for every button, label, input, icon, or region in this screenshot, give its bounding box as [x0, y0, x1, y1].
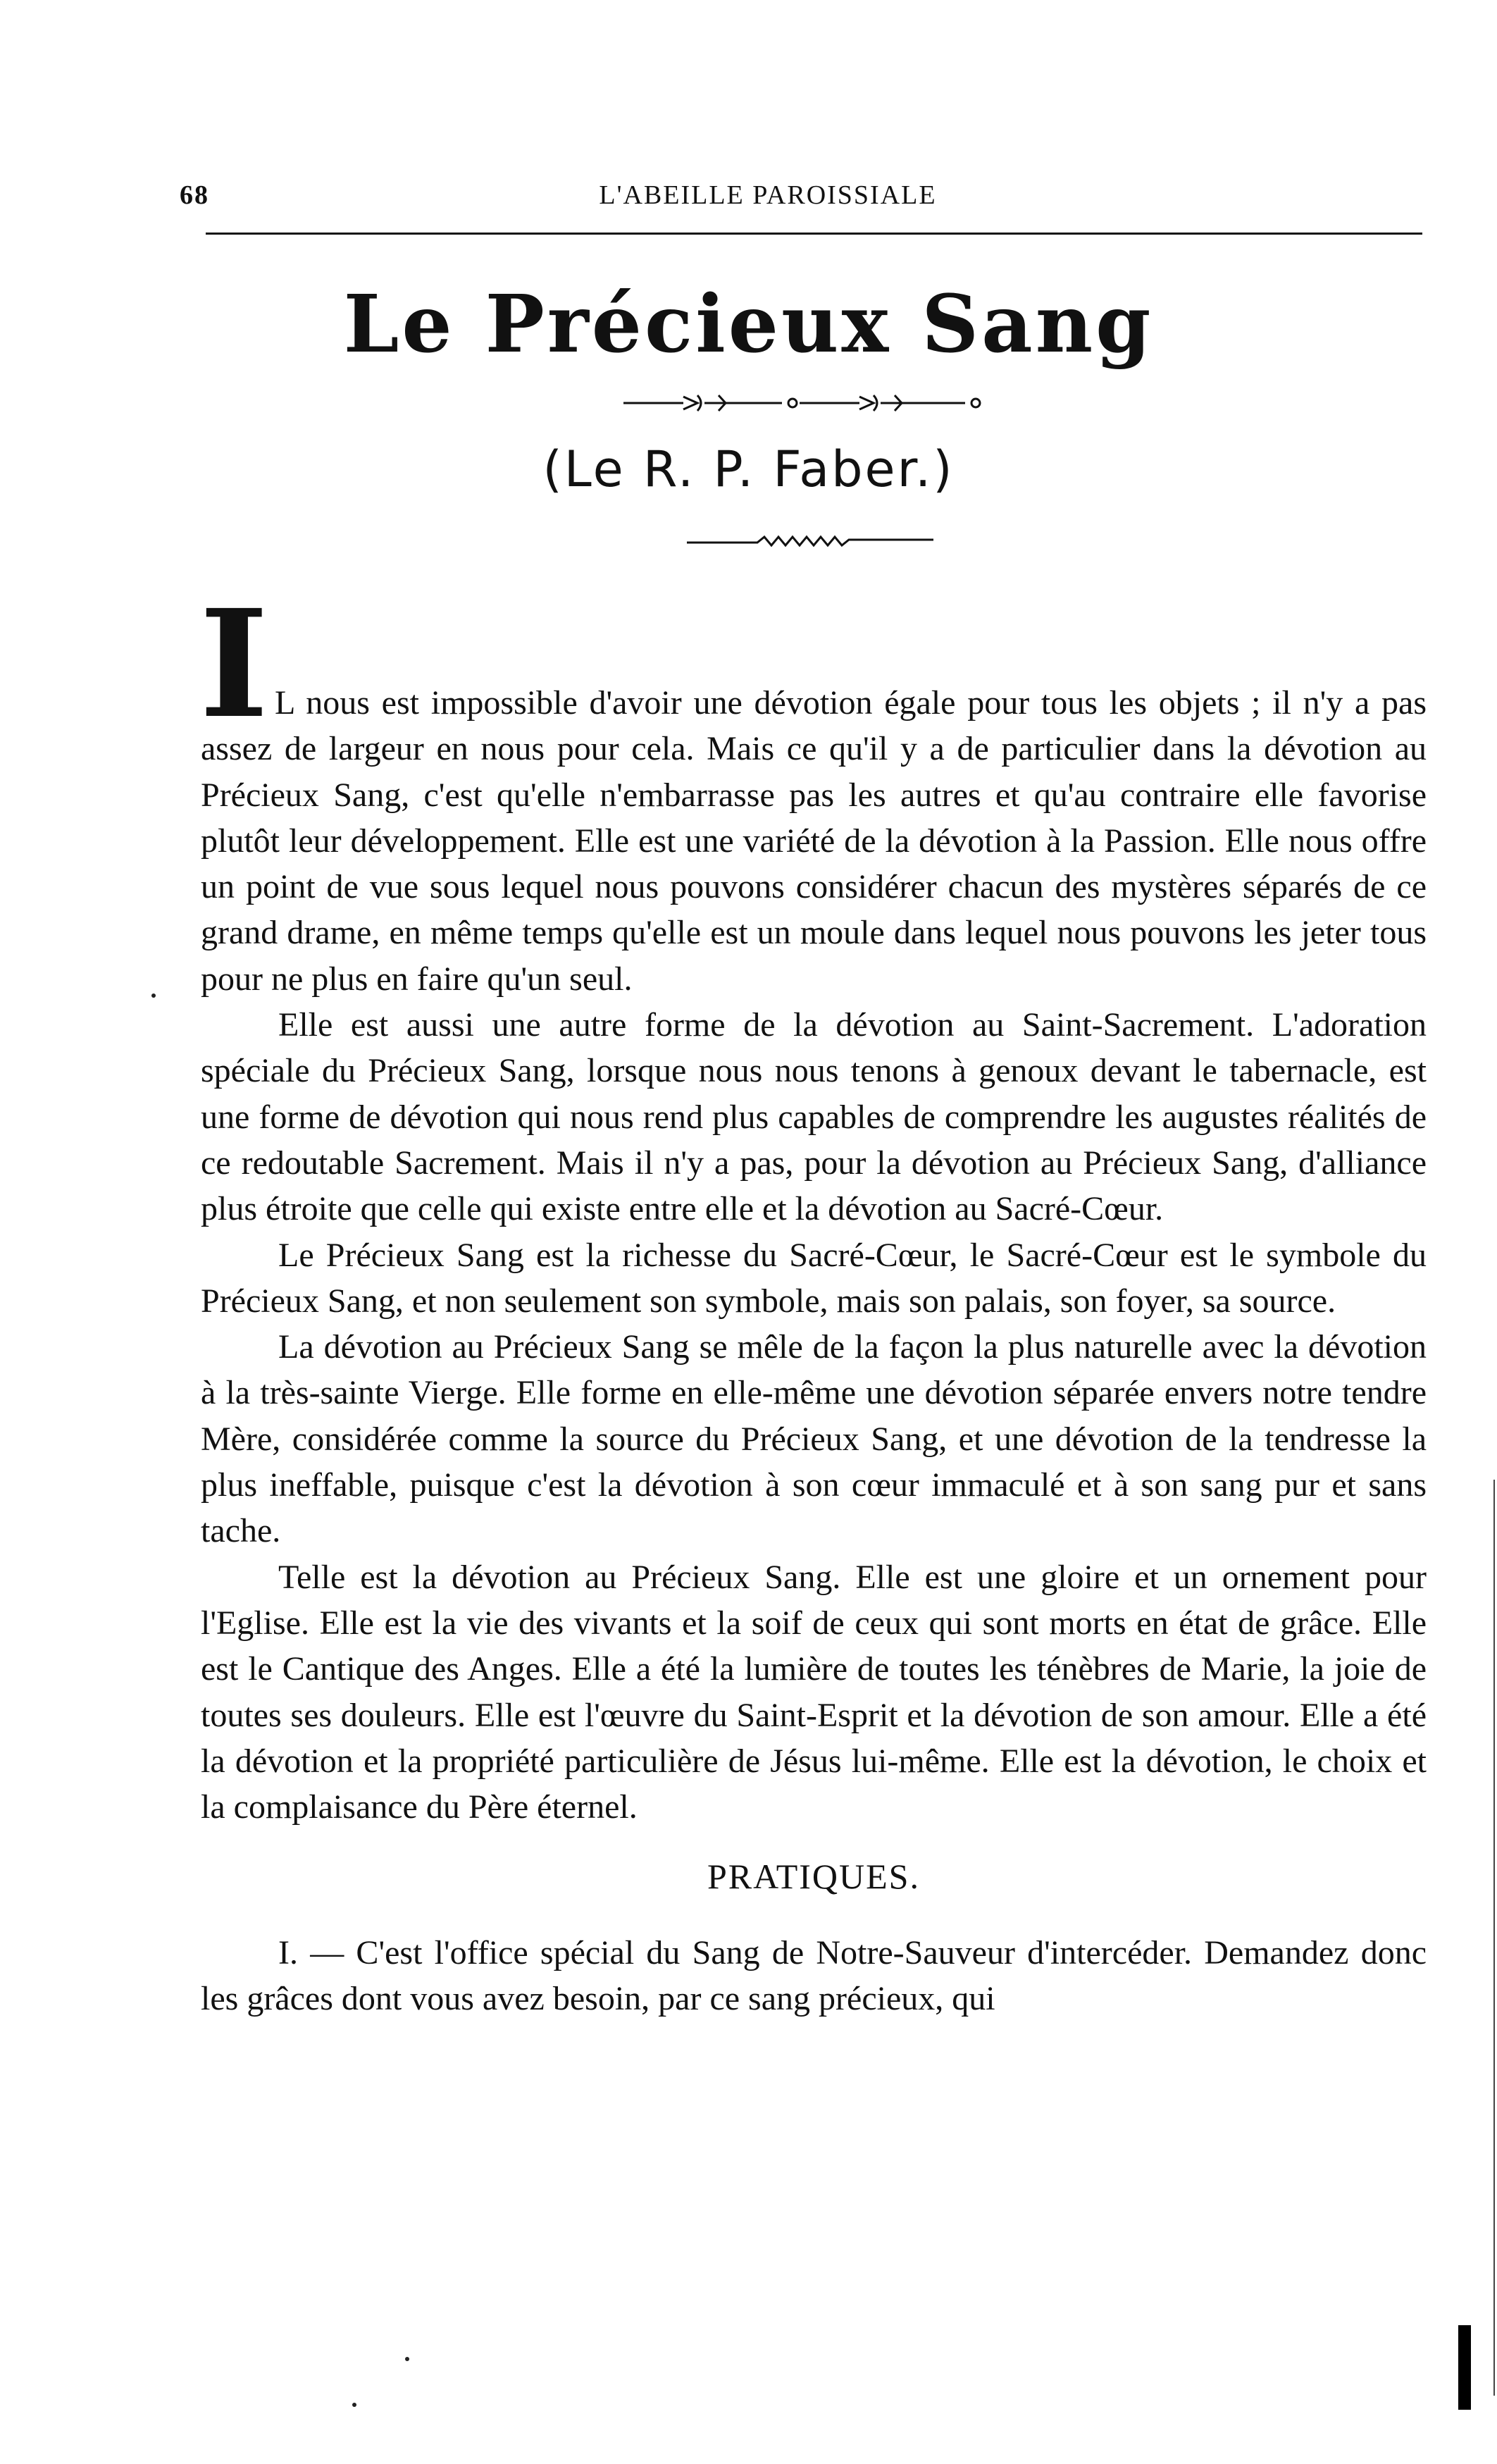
title-ornament	[620, 391, 986, 415]
paragraph: La dévotion au Précieux Sang se mêle de la façon la plus naturelle avec la dévotion à la très-sainte Vierge. Elle forme en elle-même une dévotion séparée envers notre tendre Mère, considérée comme la source du Précieux Sang, et une dévotion de la tendresse la plus ineffable, puisque c'est la dévotion à son cœur immaculé et à son sang pur et sans tache.	[201, 1328, 1427, 1550]
page-edge-mark	[1458, 2325, 1471, 2410]
paragraph: Le Précieux Sang est la richesse du Sacré-Cœur, le Sacré-Cœur est le symbole du Précieux Sang, et non seulement son symbole, mais son palais, son foyer, sa source.	[201, 1236, 1427, 1320]
print-speck	[405, 2357, 409, 2361]
practice-item: I. — C'est l'office spécial du Sang de Notre-Sauveur d'intercéder. Demandez donc les grâces dont vous avez besoin, par ce sang précieux, qui	[201, 1933, 1427, 2018]
page-edge-line	[1493, 1480, 1495, 2396]
drop-cap: I	[199, 577, 269, 751]
running-head	[180, 180, 1420, 215]
section-heading: PRATIQUES.	[707, 1857, 920, 1897]
print-speck	[151, 993, 156, 998]
author-divider	[687, 532, 933, 553]
article-title: Le Précieux Sang	[343, 278, 1154, 371]
page-number: 68	[180, 180, 209, 210]
article-body	[201, 680, 1427, 2022]
paragraph: Telle est la dévotion au Précieux Sang. Elle est une gloire et un ornement pour l'Eglise. Elle est la vie des vivants et la soif de ceux qui sont morts en état de grâce. Elle est le Cantique des Anges. Elle a été la lumière de toutes les ténèbres de Marie, la joie de toutes ses douleurs. Elle est l'œuvre du Saint-Esprit et la dévotion de son amour. Elle a été la dévotion et la propriété particulière de Jésus lui-même. Elle est la dévotion, le choix et la complaisance du Père éternel.	[201, 1558, 1427, 1826]
header-rule	[206, 233, 1422, 235]
print-speck	[352, 2403, 356, 2407]
paragraph: Elle est aussi une autre forme de la dévotion au Saint-Sacrement. L'adoration spéciale du Précieux Sang, lorsque nous nous tenons à genoux devant le tabernacle, est une forme de dévotion qui nous rend plus capables de comprendre les augustes réalités de ce redoutable Sacrement. Mais il n'y a pas, pour la dévotion au Précieux Sang, d'alliance plus étroite que celle qui existe entre elle et la dévotion au Sacré-Cœur.	[201, 1006, 1427, 1228]
paragraph: L nous est impossible d'avoir une dévotion égale pour tous les objets ; il n'y a pas assez de largeur en nous pour cela. Mais ce qu'il y a de particulier dans la dévotion au Précieux Sang, c'est qu'elle n'embarrasse pas les autres et qu'au contraire elle favorise plutôt leur développement. Elle est une variété de la dévotion à la Passion. Elle nous offre un point de vue sous lequel nous pouvons considérer chacun des mystères séparés de ce grand drame, en même temps qu'elle est un moule dans lequel nous pouvons les jeter tous pour ne plus en faire qu'un seul.	[201, 684, 1427, 998]
journal-title: L'ABEILLE PAROISSIALE	[599, 180, 937, 210]
article-author: (Le R. P. Faber.)	[542, 440, 955, 498]
